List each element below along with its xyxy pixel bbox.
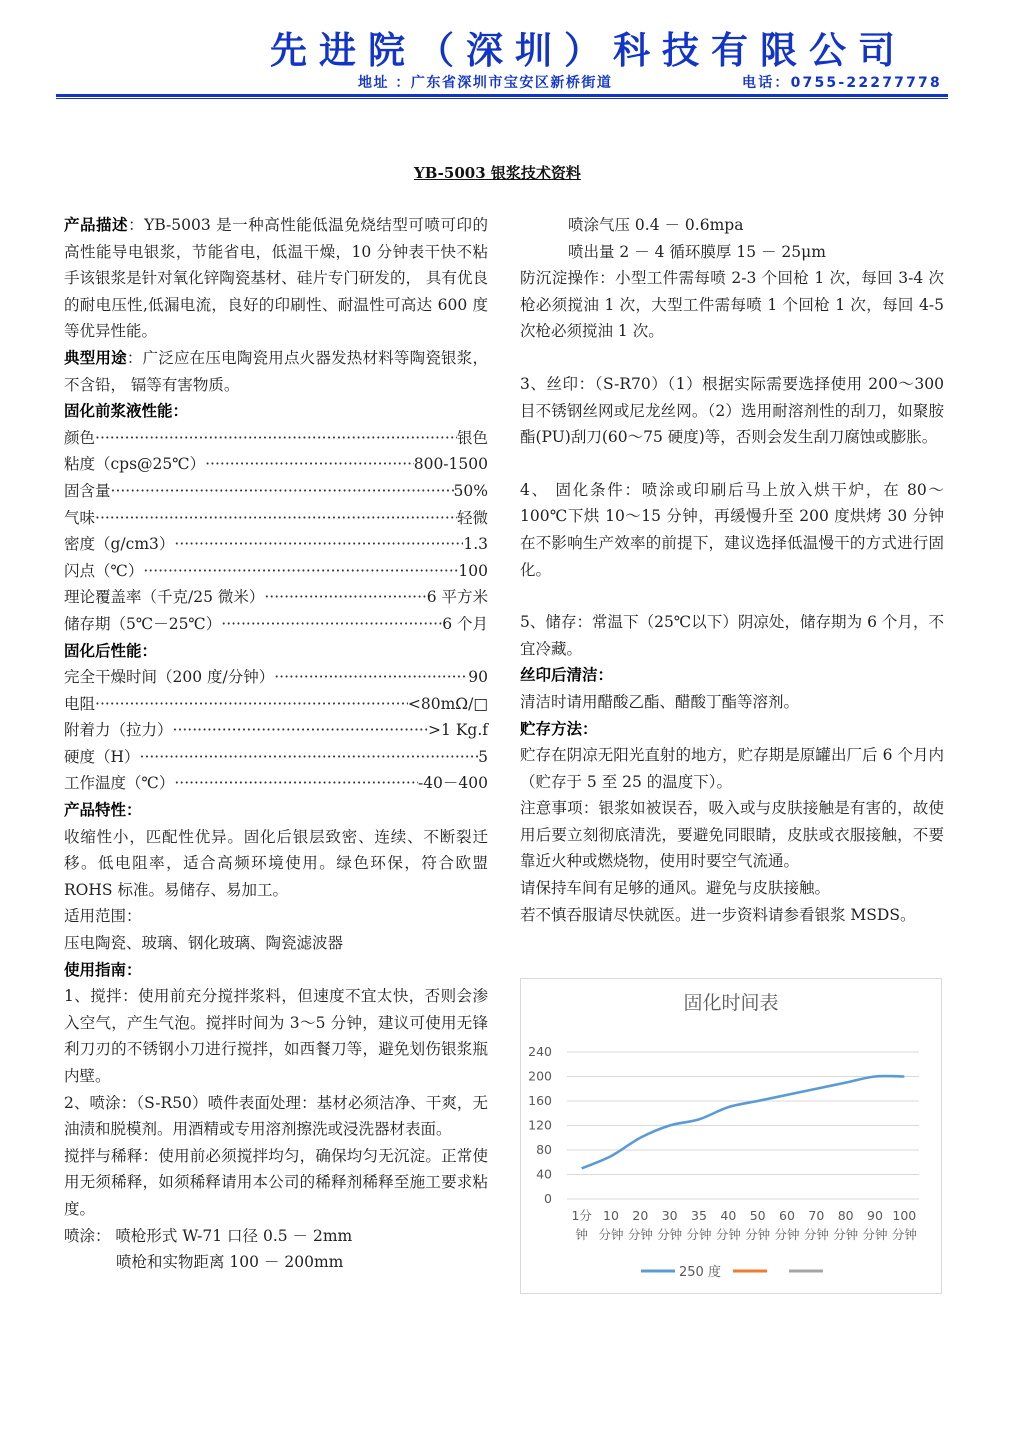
property-row [64, 691, 488, 718]
x-tick-label: 80 [837, 1208, 854, 1223]
property-label: 粘度（cps@25℃） [64, 455, 206, 474]
property-value: -40－400 [417, 774, 488, 793]
guide-spraying: 2、喷涂：（S-R50）喷件表面处理：基材必须洁净、干爽，无油渍和脱模剂。用酒精或专用溶剂擦洗或浸洗器材表面。 [64, 1093, 488, 1139]
property-value: 800-1500 [413, 455, 488, 474]
guide-stirring: 1、搅拌：使用前充分搅拌浆料，但速度不宜太快，否则会渗入空气，产生气泡。搅拌时间为 3～5 分钟，建议可使用无锋利刀刃的不锈钢小刀进行搅拌，如西餐刀等，避免划伤银浆瓶内壁。 [64, 987, 488, 1085]
dot-leader [95, 425, 457, 452]
dot-leader [140, 744, 479, 771]
property-row [64, 770, 488, 797]
property-value: 1.3 [463, 535, 488, 554]
property-row [64, 664, 488, 691]
x-tick-label: 分钟 [627, 1227, 653, 1242]
x-tick-label: 分钟 [891, 1227, 917, 1242]
dot-leader [174, 531, 463, 558]
x-tick-label: 60 [779, 1208, 795, 1223]
typical-use-text: ：广泛应在压电陶瓷用点火器发热材料等陶瓷银浆，不含铅， 镉等有害物质。 [64, 348, 488, 394]
storage-conditions: 5、储存：常温下（25℃以下）阴凉处，储存期为 6 个月，不宜冷藏。 [520, 613, 944, 658]
property-row [64, 505, 488, 532]
chart-title: 固化时间表 [683, 992, 779, 1014]
x-tick-label: 1分 [571, 1208, 592, 1223]
property-value: 100 [458, 561, 488, 580]
series-line [582, 1076, 905, 1168]
features-heading: 产品特性： [64, 801, 142, 820]
typical-use-label: 典型用途 [64, 348, 127, 367]
ventilation-text: 请保持车间有足够的通风。避免与皮肤接触。 [520, 879, 831, 898]
scope-label: 适用范围： [64, 907, 142, 926]
dot-leader [143, 558, 458, 585]
pre-cure-heading: 固化前浆液性能： [64, 402, 189, 421]
y-tick-label: 200 [528, 1068, 552, 1084]
legend-label: 250 度 [679, 1265, 721, 1280]
x-tick-label: 10 [603, 1208, 619, 1223]
property-value: 5 [478, 747, 488, 766]
spray-pressure: 喷涂气压 0.4 － 0.6mpa [568, 216, 744, 234]
right-column [520, 212, 944, 928]
dot-leader [205, 451, 414, 478]
property-row [64, 717, 488, 744]
x-tick-label: 30 [661, 1208, 678, 1223]
property-value: 50% [453, 481, 488, 500]
product-description-label: 产品描述 [64, 216, 129, 234]
property-label: 密度（g/cm3） [64, 535, 175, 554]
x-tick-label: 分钟 [598, 1227, 624, 1242]
dot-leader [95, 691, 408, 718]
cleaning-heading: 丝印后清洁： [520, 666, 614, 685]
property-label: 电阻 [64, 694, 96, 713]
x-tick-label: 40 [720, 1208, 737, 1223]
pre-cure-properties [64, 425, 488, 638]
property-label: 硬度（H） [64, 747, 140, 766]
property-value: 银色 [456, 428, 488, 447]
property-label: 储存期（5℃－25℃） [64, 614, 222, 633]
typical-use [64, 345, 488, 398]
property-label: 气味 [64, 508, 96, 527]
storage-method-text: 贮存在阴凉无阳光直射的地方，贮存期是原罐出厂后 6 个月内（贮存于 5 至 25 的温度下）。 [520, 746, 944, 791]
property-value: >1 Kg.f [428, 721, 488, 740]
header-divider-thin [56, 98, 948, 99]
x-tick-label: 分钟 [862, 1227, 888, 1242]
dot-leader [221, 611, 442, 638]
y-tick-label: 40 [536, 1166, 552, 1182]
product-description-text: ：YB-5003 是一种高性能低温免烧结型可喷可印的高性能导电银浆，节能省电，低温干燥，10 分钟表干快不粘手该银浆是针对氧化锌陶瓷基材、硅片专门研发的， 具有优良的耐电压性,低漏电流，良好的印刷性、耐温性可高达 600 度等优异性能。 [64, 216, 488, 341]
spray-gun-type: 喷涂： 喷枪形式 W-71 口径 0.5 － 2mm [64, 1226, 353, 1245]
dot-leader [111, 478, 454, 505]
x-tick-label: 钟 [575, 1227, 588, 1242]
y-tick-label: 80 [536, 1142, 552, 1157]
x-tick-label: 70 [808, 1208, 825, 1223]
x-tick-label: 分钟 [715, 1227, 741, 1242]
property-value: 90 [468, 668, 488, 687]
guide-heading: 使用指南： [64, 960, 142, 979]
notice-text: 注意事项：银浆如被误吞，吸入或与皮肤接触是有害的，故使用后要立刻彻底清洗，要避免同眼睛，皮肤或衣服接触，不要靠近火种或燃烧物，使用时要空气流通。 [520, 799, 944, 871]
anti-settling: 防沉淀操作：小型工件需每喷 2-3 个回枪 1 次，每回 3-4 次枪必须搅油 1 次，大型工件需每喷 1 个回枪 1 次，每回 4-5 次枪必须搅油 1 次。 [520, 269, 944, 341]
x-tick-label: 90 [867, 1208, 883, 1223]
spray-distance: 喷枪和实物距离 100 － 200mm [116, 1253, 344, 1272]
property-value: 6 个月 [442, 614, 488, 633]
curing-conditions: 4、 固化条件：喷涂或印刷后马上放入烘干炉，在 80～100℃下烘 10～15 分钟，再缓慢升至 200 度烘烤 30 分钟在不影响生产效率的前提下，建议选择低温慢干的方式进行固化。 [520, 480, 944, 579]
x-tick-label: 分钟 [803, 1227, 829, 1242]
x-tick-label: 分钟 [774, 1227, 800, 1242]
left-column [64, 212, 488, 1276]
curing-time-chart [520, 978, 942, 1294]
property-label: 附着力（拉力） [64, 721, 173, 740]
y-tick-label: 240 [528, 1044, 552, 1059]
company-address: 地址 ：广东省深圳市宝安区新桥街道 [358, 75, 613, 91]
dot-leader [274, 664, 468, 691]
chart-canvas [521, 979, 941, 1293]
property-row [64, 425, 488, 452]
dot-leader [173, 717, 429, 744]
property-value: 轻微 [456, 508, 488, 527]
property-value: <80mΩ/□ [407, 694, 488, 713]
cleaning-text: 清洁时请用醋酸乙酯、醋酸丁酯等溶剂。 [520, 692, 800, 711]
post-cure-properties [64, 664, 488, 797]
x-tick-label: 分钟 [657, 1227, 683, 1242]
document-title: YB-5003 银浆技术资料 [414, 164, 581, 182]
property-row [64, 558, 488, 585]
property-row [64, 531, 488, 558]
medical-text: 若不慎吞服请尽快就医。进一步资料请参看银浆 MSDS。 [520, 905, 916, 924]
storage-method-heading: 贮存方法： [520, 719, 598, 738]
property-label: 颜色 [64, 428, 96, 447]
property-row [64, 451, 488, 478]
dot-leader [95, 505, 457, 532]
x-tick-label: 分钟 [745, 1227, 771, 1242]
property-row [64, 611, 488, 638]
x-tick-label: 35 [691, 1208, 707, 1223]
property-row [64, 744, 488, 771]
property-label: 完全干燥时间（200 度/分钟） [64, 668, 275, 687]
property-value: 6 平方米 [426, 588, 488, 607]
y-tick-label: 160 [528, 1093, 552, 1108]
product-description [64, 212, 488, 345]
dot-leader [174, 770, 418, 797]
x-tick-label: 50 [749, 1208, 766, 1223]
post-cure-heading: 固化后性能： [64, 641, 158, 660]
features-text: 收缩性小，匹配性优异。固化后银层致密、连续、不断裂迁移。低电阻率，适合高频环境使用。绿色环保，符合欧盟 ROHS 标准。易储存、易加工。 [64, 827, 488, 899]
y-tick-label: 120 [528, 1117, 552, 1133]
x-tick-label: 分钟 [833, 1227, 859, 1242]
guide-mixing: 搅拌与稀释：使用前必须搅拌均匀，确保均匀无沉淀。正常使用无须稀释，如须稀释请用本公司的稀释剂稀释至施工要求粘度。 [64, 1146, 488, 1218]
dot-leader [264, 584, 426, 611]
header-divider [56, 94, 948, 97]
x-tick-label: 分钟 [686, 1227, 712, 1242]
screen-printing: 3、丝印：（S-R70）（1）根据实际需要选择使用 200～300 目不锈钢丝网或尼龙丝网。（2）选用耐溶剂性的刮刀，如聚胺酯(PU)刮刀(60～75 硬度)等，否则会发生刮刀腐蚀或膨胀。 [520, 374, 944, 447]
property-row [64, 478, 488, 505]
property-label: 固含量 [64, 481, 111, 500]
x-tick-label: 100 [892, 1208, 917, 1223]
spray-output: 喷出量 2 － 4 循环膜厚 15 － 25μm [568, 242, 826, 261]
y-tick-label: 0 [544, 1191, 552, 1206]
property-label: 工作温度（℃） [64, 774, 175, 793]
company-phone: 电话：0755-22277778 [742, 75, 942, 91]
property-label: 理论覆盖率（千克/25 微米） [64, 588, 265, 607]
property-row [64, 584, 488, 611]
company-name: 先进院（深圳）科技有限公司 [270, 29, 907, 72]
scope-text: 压电陶瓷、玻璃、钢化玻璃、陶瓷滤波器 [64, 934, 344, 953]
x-tick-label: 20 [632, 1208, 649, 1223]
property-label: 闪点（℃） [64, 561, 144, 580]
